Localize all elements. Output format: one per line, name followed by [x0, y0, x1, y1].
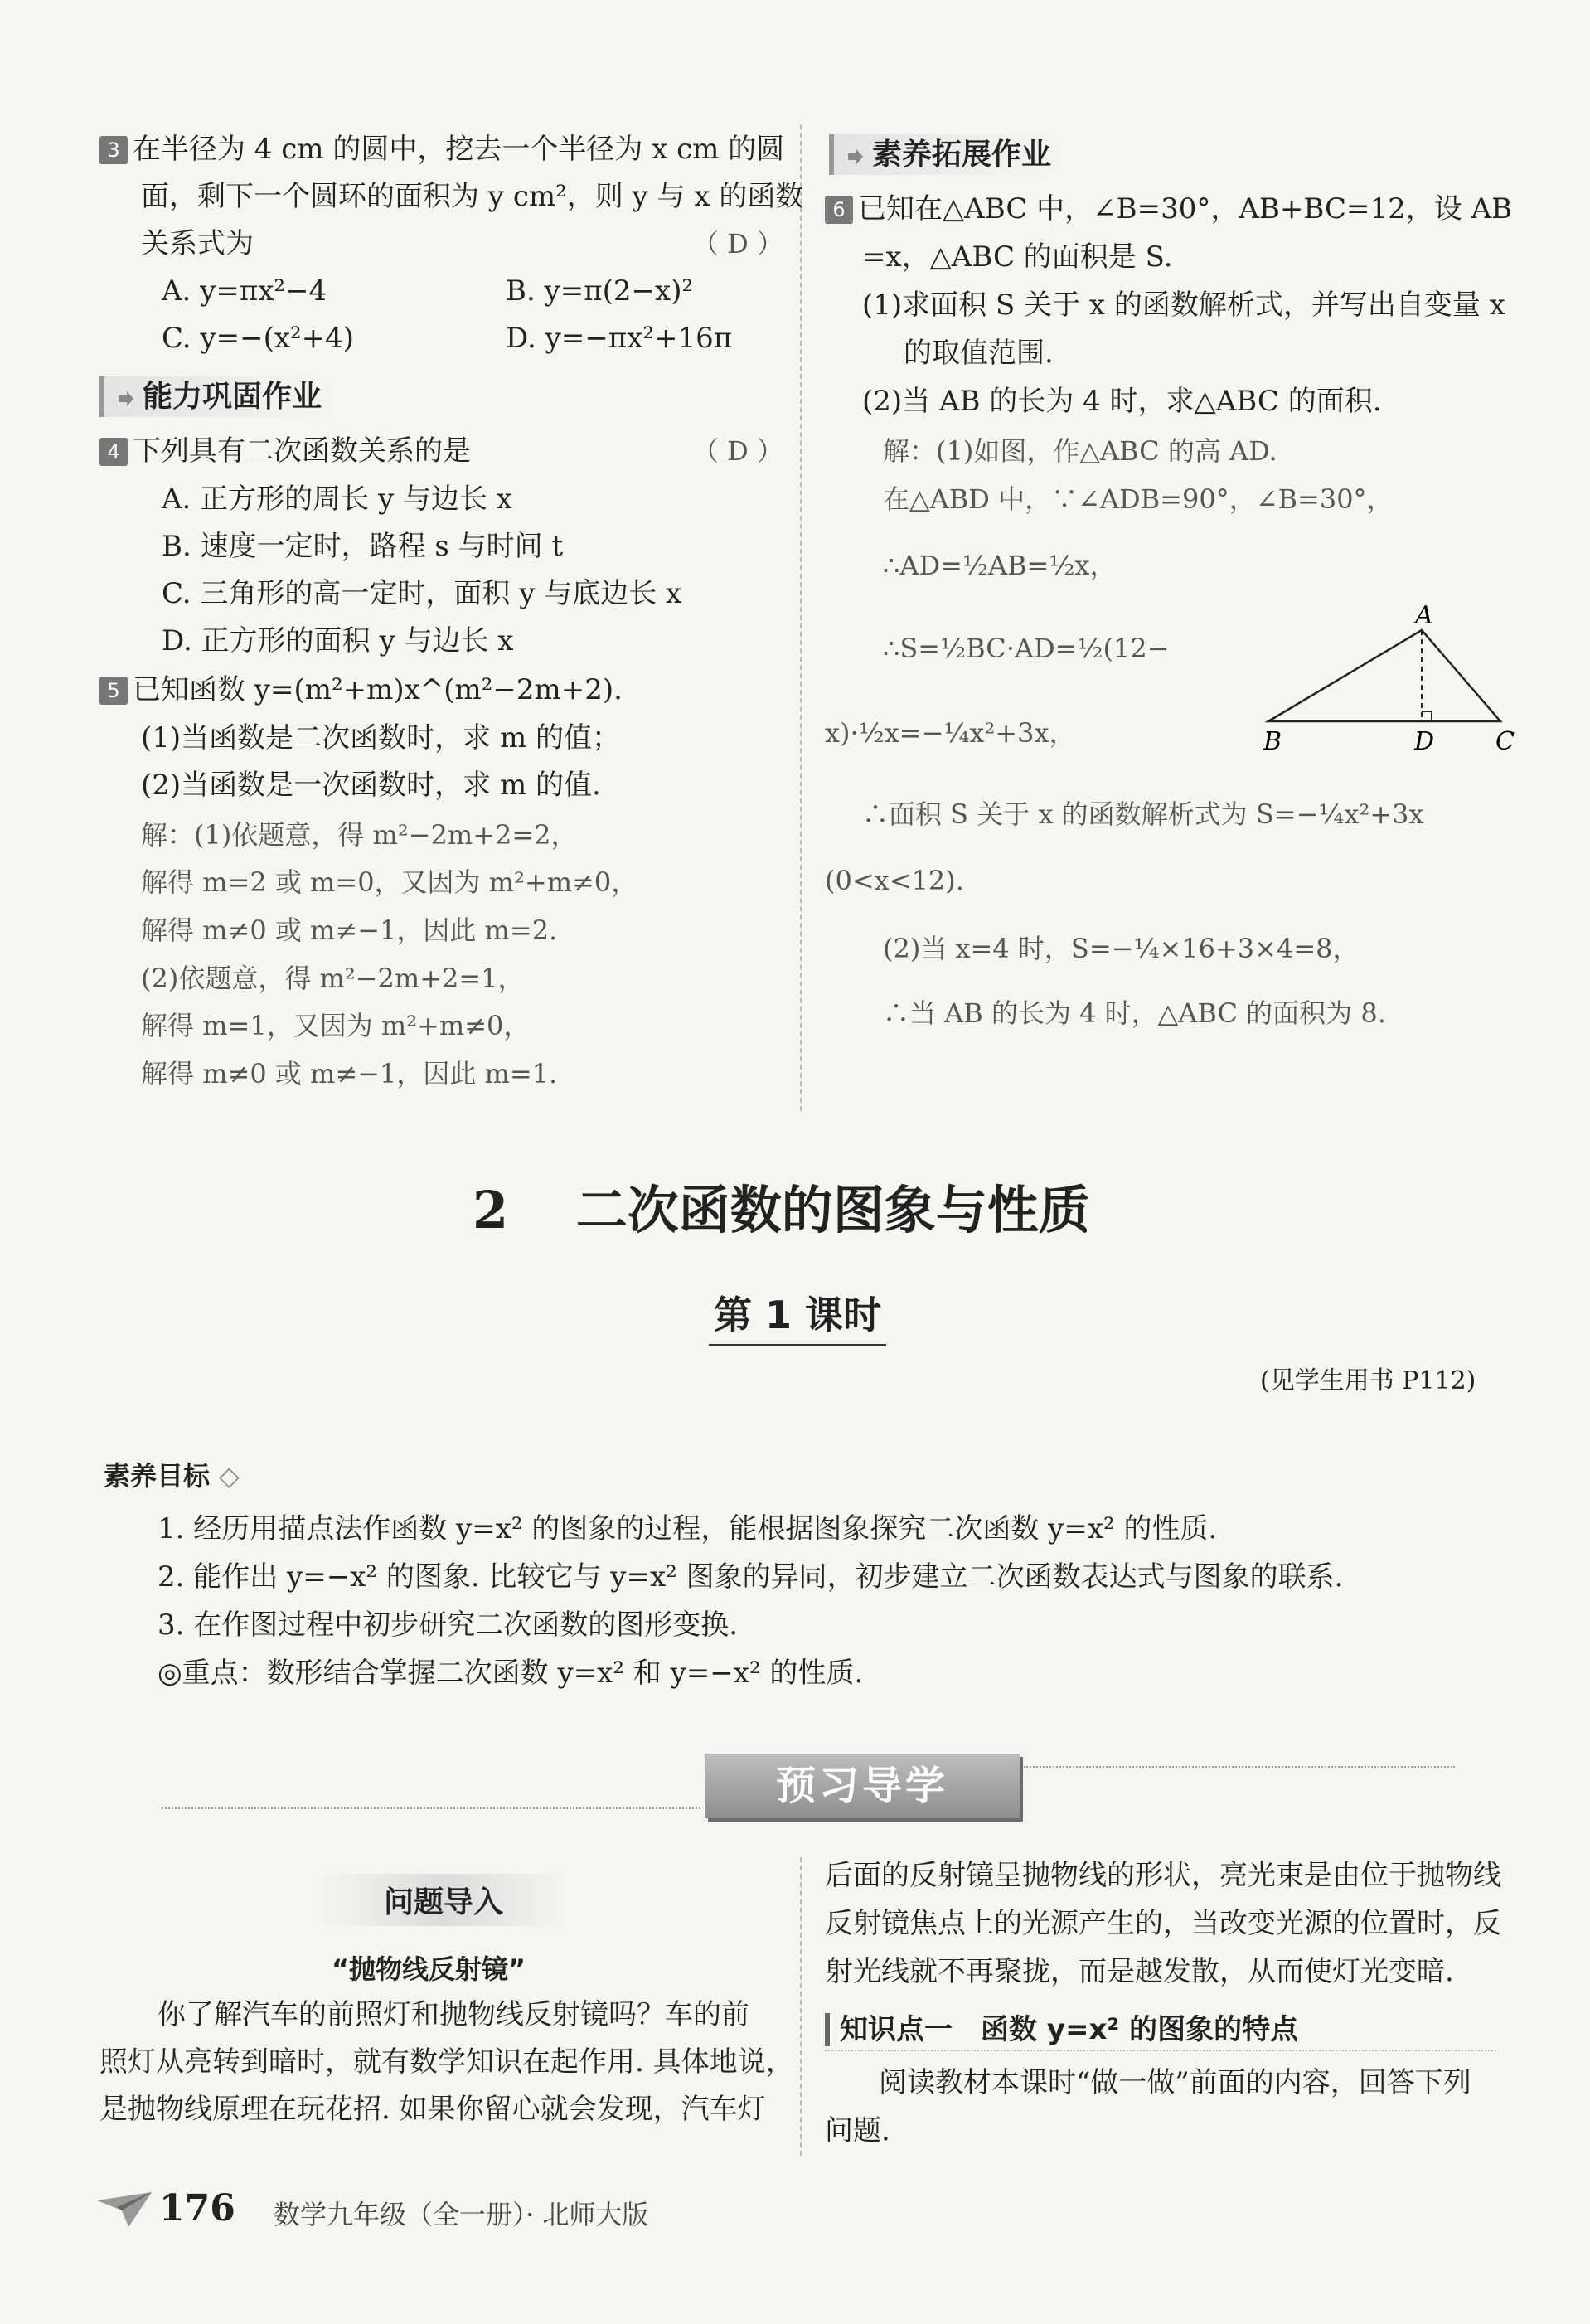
- q6-solution-3: ∴AD=½AB=½x，: [883, 550, 1117, 581]
- banner-line-left: [162, 1807, 700, 1809]
- q5-solution-1: 解：(1)依题意，得 m²−2m+2=2，: [141, 819, 578, 851]
- q3-line1: 3 在半径为 4 cm 的圆中，挖去一个半径为 x cm 的圆: [99, 131, 784, 167]
- q4-number-badge: 4: [99, 438, 128, 466]
- intro-line-4: 后面的反射镜呈抛物线的形状，亮光束是由位于抛物线: [825, 1859, 1501, 1892]
- intro-line-3: 是抛物线原理在玩花招. 如果你留心就会发现，汽车灯: [99, 2093, 766, 2126]
- q6-solution-8: (2)当 x=4 时，S=−¼×16+3×4=8，: [883, 933, 1360, 964]
- q5-solution-6: 解得 m≠0 或 m≠−1，因此 m=1.: [141, 1058, 558, 1089]
- q3-answer: （ D ）: [692, 228, 784, 260]
- q4-stem: 4 下列具有二次函数关系的是: [99, 433, 471, 469]
- intro-line-2: 照灯从亮转到暗时，就有数学知识在起作用. 具体地说，: [99, 2045, 794, 2079]
- q6-line2: =x，△ABC 的面积是 S.: [862, 240, 1173, 274]
- q5-part2: (2)当函数是一次函数时，求 m 的值.: [141, 769, 601, 802]
- goal-2: 2. 能作出 y=−x² 的图象. 比较它与 y=x² 图象的异同，初步建立二次函数表达式与图象的联系.: [158, 1560, 1344, 1594]
- banner-line-right: [1024, 1766, 1455, 1768]
- q6-line1: 6 已知在△ABC 中，∠B=30°，AB+BC=12，设 AB: [825, 191, 1512, 227]
- q6-part1b: 的取值范围.: [904, 337, 1054, 370]
- q4-option-d: D. 正方形的面积 y 与边长 x: [162, 624, 514, 657]
- q6-number-badge: 6: [825, 196, 853, 224]
- q6-part1a: (1)求面积 S 关于 x 的函数解析式，并写出自变量 x: [862, 289, 1505, 322]
- q5-solution-5: 解得 m=1，又因为 m²+m≠0，: [141, 1010, 531, 1041]
- q5-number-badge: 5: [99, 677, 128, 705]
- label-d: D: [1414, 727, 1435, 754]
- footer-book-title: 数学九年级（全一册）· 北师大版: [274, 2199, 649, 2230]
- goal-3: 3. 在作图过程中初步研究二次函数的图形变换.: [158, 1608, 739, 1642]
- q6-solution-5: x)·½x=−¼x²+3x，: [825, 717, 1076, 749]
- q5-solution-4: (2)依题意，得 m²−2m+2=1，: [141, 963, 525, 994]
- triangle-figure: [1252, 605, 1525, 754]
- q3-option-c: C. y=−(x²+4): [162, 322, 355, 355]
- q3-option-a: A. y=πx²−4: [162, 274, 327, 308]
- q4-option-c: C. 三角形的高一定时，面积 y 与底边长 x: [162, 577, 682, 610]
- section-ability-heading: 能力巩固作业: [99, 373, 333, 415]
- arrow-right-icon: [846, 147, 865, 167]
- q4-option-b: B. 速度一定时，路程 s 与时间 t: [162, 530, 564, 563]
- q3-number-badge: 3: [99, 136, 128, 164]
- column-divider: [800, 124, 802, 1111]
- label-b: B: [1263, 727, 1282, 754]
- q3-option-d: D. y=−πx²+16π: [506, 322, 733, 355]
- student-book-reference: (见学生用书 P112): [1260, 1366, 1476, 1395]
- q3-line2: 面，剩下一个圆环的面积为 y cm²，则 y 与 x 的函数: [141, 180, 804, 213]
- q5-part1: (1)当函数是二次函数时，求 m 的值；: [141, 721, 621, 754]
- diamond-icon: ◇: [219, 1460, 240, 1492]
- q6-solution-7: (0<x<12).: [825, 865, 964, 896]
- lesson-heading: 第 1 课时: [709, 1285, 886, 1340]
- q5-solution-2: 解得 m=2 或 m=0，又因为 m²+m≠0，: [141, 866, 638, 898]
- knowledge-line-1: 阅读教材本课时“做一做”前面的内容，回答下列: [879, 2066, 1471, 2099]
- knowledge-line-2: 问题.: [825, 2114, 890, 2147]
- intro-line-5: 反射镜焦点上的光源产生的，当改变光源的位置时，反: [825, 1907, 1501, 1940]
- knowledge-point-1-title: 知识点一 函数 y=x² 的图象的特点: [825, 2006, 1298, 2047]
- goal-key-point: ◎重点：数形结合掌握二次函数 y=x² 和 y=−x² 的性质.: [158, 1657, 864, 1690]
- page-number: 176: [159, 2187, 235, 2229]
- section-expand-heading: 素养拓展作业: [829, 131, 1063, 173]
- q6-solution-1: 解：(1)如图，作△ABC 的高 AD.: [883, 435, 1277, 467]
- label-a: A: [1415, 605, 1433, 630]
- q3-line3: 关系式为: [141, 227, 254, 260]
- goals-heading: 素养目标 ◇: [104, 1460, 240, 1492]
- intro-line-1: 你了解汽车的前照灯和抛物线反射镜吗？车的前: [158, 1998, 749, 2031]
- q4-option-a: A. 正方形的周长 y 与边长 x: [162, 483, 512, 516]
- q6-part2: (2)当 AB 的长为 4 时，求△ABC 的面积.: [862, 385, 1382, 418]
- q4-answer: （ D ）: [692, 435, 784, 467]
- chapter-name: 二次函数的图象与性质: [575, 1180, 1090, 1240]
- q3-option-b: B. y=π(2−x)²: [506, 274, 694, 308]
- q5-stem: 5 已知函数 y=(m²+m)x^(m²−2m+2).: [99, 672, 623, 708]
- intro-subtitle: “抛物线反射镜”: [332, 1953, 526, 1985]
- preview-banner: 预习导学: [705, 1754, 1020, 1818]
- column-divider-bottom: [800, 1857, 802, 2156]
- right-angle-mark: [1422, 711, 1432, 721]
- intro-heading: 问题导入: [319, 1874, 568, 1926]
- q5-solution-3: 解得 m≠0 或 m≠−1，因此 m=2.: [141, 915, 558, 946]
- chapter-number: 2: [473, 1180, 509, 1240]
- paper-plane-icon: [95, 2189, 153, 2230]
- arrow-right-icon: [116, 389, 136, 409]
- q6-solution-2: 在△ABD 中，∵∠ADB=90°，∠B=30°，: [883, 483, 1394, 515]
- q6-solution-4: ∴S=½BC·AD=½(12−: [883, 633, 1170, 664]
- chapter-title: [473, 1169, 1090, 1243]
- triangle-abc: [1268, 630, 1500, 721]
- q6-solution-6: ∴面积 S 关于 x 的函数解析式为 S=−¼x²+3x: [862, 798, 1424, 830]
- knowledge-underline: [825, 2050, 1496, 2051]
- goal-1: 1. 经历用描点法作函数 y=x² 的图象的过程，能根据图象探究二次函数 y=x² 的性质.: [158, 1512, 1218, 1545]
- q6-solution-9: ∴当 AB 的长为 4 时，△ABC 的面积为 8.: [883, 997, 1386, 1029]
- intro-line-6: 射光线就不再聚拢，而是越发散，从而使灯光变暗.: [825, 1955, 1454, 1988]
- label-c: C: [1495, 727, 1515, 754]
